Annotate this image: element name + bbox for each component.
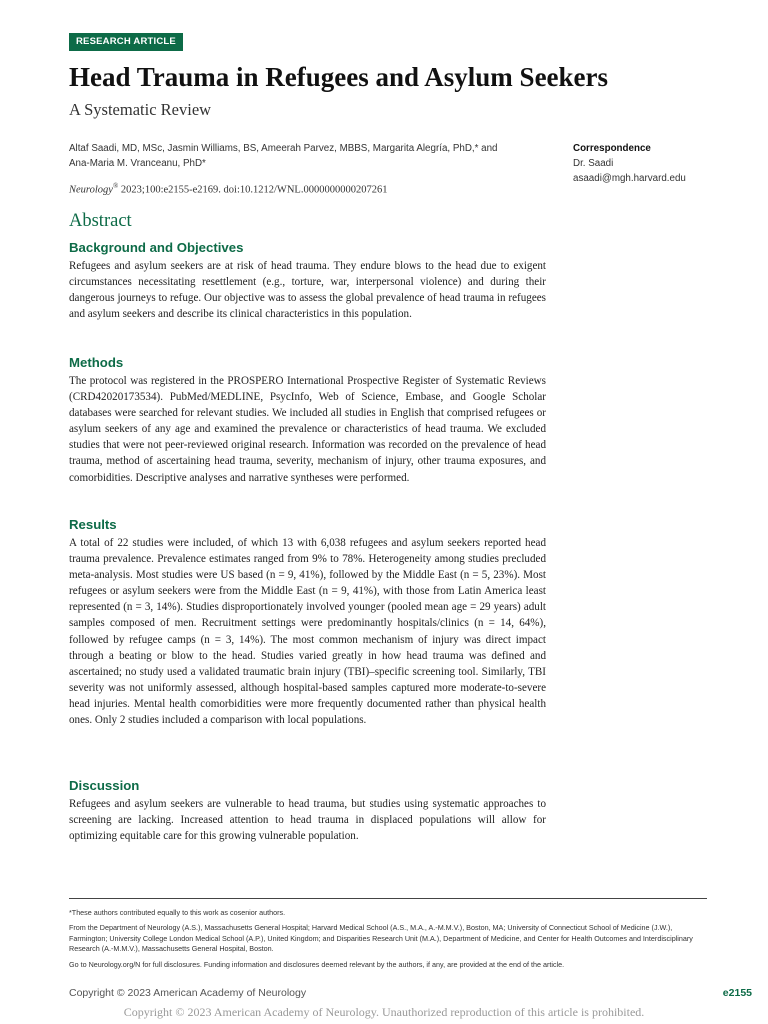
author-line-1: Altaf Saadi, MD, MSc, Jasmin Williams, BS, Ameerah Parvez, MBBS, Margarita Alegría, PhD,* and bbox=[69, 143, 498, 154]
section-text-background: Refugees and asylum seekers are at risk of head trauma. They endure blows to the head due to exigent circumstances necessitating resettlement (e.g., torture, war, interpersonal violence) and during their dangerous journeys to refuge. Our objective was to assess the global prevalence of head trauma in refugees and asylum seekers and describe its clinical characteristics in this population. bbox=[69, 260, 546, 321]
article-subtitle: A Systematic Review bbox=[69, 100, 212, 119]
section-text-methods: The protocol was registered in the PROSPERO International Prospective Register of Systematic Reviews (CRD42020173534). PubMed/MEDLINE, PsycInfo, Web of Science, Embase, and Google Scholar databases were searched for relevant studies. We included all studies in English that comprised refugees or asylum seekers of any age and examined the prevalence or characteristics of head trauma. We excluded studies that were not peer-reviewed original research. Information was recorded on the prevalence of head trauma, method of ascertaining head trauma, severity, mechanism of injury, other trauma exposures, and comorbidities. Descriptive analyses and narrative syntheses were performed. bbox=[69, 375, 546, 484]
section-heading-discussion: Discussion bbox=[69, 778, 140, 793]
correspondence-heading: Correspondence bbox=[573, 143, 651, 154]
footnote-affiliations: From the Department of Neurology (A.S.), Massachusetts General Hospital; Harvard Medical School (A.S., M.A., A.-M.M.V.), Boston, MA; University of Connecticut School of Medicine (J.W.), Farmington; University College London Medical School (A.P.), United Kingdom; and Disparities Research Unit (M.A.), Department of Medicine, and Center for Health Outcomes and Interdisciplinary Research (A.-M.M.V.), Massachusetts General Hospital, Boston. bbox=[69, 923, 693, 953]
article-title: Head Trauma in Refugees and Asylum Seekers bbox=[69, 62, 609, 92]
footnote-cosenior: *These authors contributed equally to this work as cosenior authors. bbox=[69, 908, 286, 917]
section-heading-background: Background and Objectives bbox=[69, 240, 244, 255]
section-text-discussion: Refugees and asylum seekers are vulnerable to head trauma, but studies using systematic approaches to screening are lacking. Increased attention to head trauma in displaced populations will allow for optimizing equitable care for this growing vulnerable population. bbox=[69, 798, 546, 843]
correspondence-email[interactable]: asaadi@mgh.harvard.edu bbox=[573, 173, 686, 184]
footnote-divider bbox=[69, 898, 707, 899]
section-text-results: A total of 22 studies were included, of which 13 with 6,038 refugees and asylum seekers reported head trauma prevalence. Prevalence estimates ranged from 9% to 78%. Heterogeneity among studies precluded meta-analysis. Most studies were US based (n = 9, 41%), followed by the Middle East (n = 5, 23%). Most refugees or asylum seekers were from the Middle East (n = 9, 41%), with those from Latin America least represented (n = 3, 14%). Studies disproportionately involved younger (pooled mean age = 29 years) adult samples composed of men. Recruitment settings were predominantly hospitals/clinics (n = 14, 64%), followed by refugee camps (n = 3, 14%). The most common mechanism of injury was direct impact through a beating or blow to the head. Studies varied greatly in how head trauma was defined and ascertained; no study used a validated traumatic brain injury (TBI)–specific screening tool. Similarly, TBI severity was not uniformly assessed, although hospital-based samples captured more moderate-to-severe head injuries. Mental health comorbidities were more frequently documented rather than physical health ones. Only 2 studies included a comparison with local populations. bbox=[69, 537, 546, 727]
copyright-watermark: Copyright © 2023 American Academy of Neurology. Unauthorized reproduction of this article is prohibited. bbox=[123, 1005, 645, 1019]
registered-mark: ® bbox=[112, 182, 119, 190]
author-list bbox=[69, 141, 529, 171]
author-line-2: Ana-Maria M. Vranceanu, PhD* bbox=[69, 158, 206, 169]
citation-line bbox=[69, 179, 387, 198]
correspondence-block bbox=[573, 141, 743, 186]
section-heading-methods: Methods bbox=[69, 355, 124, 370]
citation-details: 2023;100:e2155-e2169. doi:10.1212/WNL.0000000000207261 bbox=[118, 184, 388, 196]
footnote-disclosures: Go to Neurology.org/N for full disclosures. Funding information and disclosures deemed relevant by the authors, if any, are provided at the end of the article. bbox=[69, 960, 565, 969]
copyright-notice: Copyright © 2023 American Academy of Neurology bbox=[69, 987, 307, 999]
section-heading-results: Results bbox=[69, 517, 117, 532]
article-type-badge: RESEARCH ARTICLE bbox=[69, 33, 183, 51]
journal-name: Neurology bbox=[69, 184, 113, 196]
page-number: e2155 bbox=[722, 987, 752, 999]
correspondence-name: Dr. Saadi bbox=[573, 158, 614, 169]
abstract-heading: Abstract bbox=[69, 211, 132, 231]
